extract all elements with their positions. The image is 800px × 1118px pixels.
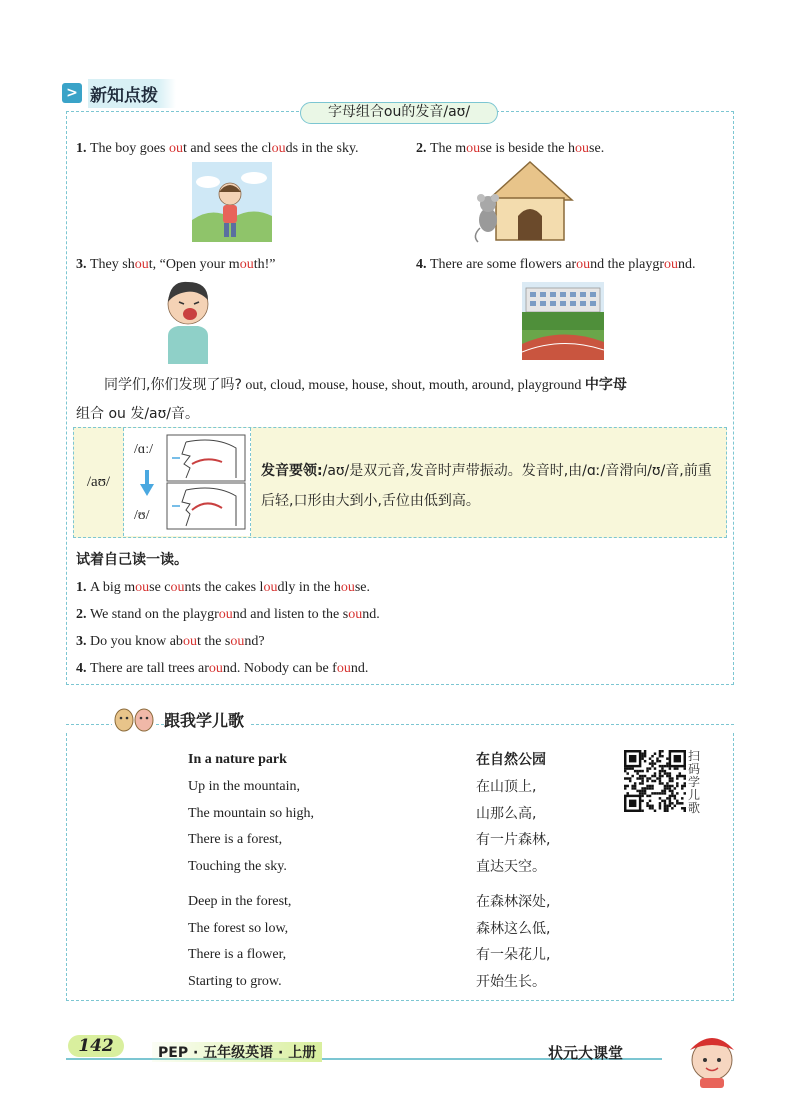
highlighted-letters: ou: [271, 141, 286, 156]
song-line-en: The mountain so high,: [188, 805, 314, 821]
highlighted-letters: ou: [230, 634, 245, 649]
sentence-text: nd and listen to the s: [232, 607, 349, 622]
phonics-tip-text: /aʊ/是双元音,发音时声带振动。发音时,由/ɑː/音滑向/ʊ/音,前重后轻,口形由大到小,舌位由低到高。: [261, 463, 712, 509]
sentence-text: A big m: [90, 580, 136, 595]
phonics-tip: [251, 428, 725, 536]
sentence-text: nts the cakes l: [184, 580, 264, 595]
song-line-cn: 有一片森林,: [476, 832, 551, 848]
arrow-icon: >: [62, 83, 82, 103]
sentence-text: ds in the sky.: [285, 141, 359, 156]
qr-label: 扫码学儿歌: [688, 749, 701, 815]
sentence-text: se.: [589, 141, 605, 156]
mascot-icon: [680, 1028, 744, 1090]
example-sentence: [416, 140, 604, 158]
sentence-text: dly in the h: [277, 580, 341, 595]
mouse-house-illustration: [470, 158, 576, 244]
item-number: 1.: [76, 141, 90, 156]
example-sentence: [76, 256, 275, 274]
sentence-text: They sh: [90, 257, 135, 272]
highlighted-letters: ou: [170, 580, 185, 595]
song-line-cn: 森林这么低,: [476, 920, 551, 937]
highlighted-letters: ou: [239, 257, 254, 272]
sentence-text: se c: [149, 580, 171, 595]
sentence-text: nd?: [244, 634, 265, 649]
brand-name: 状元大课堂: [548, 1044, 624, 1062]
sentence-text: se is beside the h: [480, 141, 576, 156]
highlighted-letters: ou: [208, 661, 223, 676]
song-line-cn: 直达天空。: [476, 858, 546, 875]
example-sentence: [76, 140, 359, 158]
item-number: 4.: [76, 661, 90, 676]
sentence-text: There are some flowers ar: [430, 257, 577, 272]
item-number: 3.: [76, 257, 90, 272]
sentence-text: The m: [430, 141, 467, 156]
discovery-lead: 同学们,你们发现了吗?: [104, 377, 242, 393]
practice-title: 试着自己读一读。: [76, 552, 188, 568]
sentence-text: nd the playgr: [590, 257, 665, 272]
highlighted-letters: ou: [218, 607, 233, 622]
highlighted-letters: ou: [168, 141, 183, 156]
sentence-text: There are tall trees ar: [90, 661, 209, 676]
phonics-table: [73, 427, 727, 538]
phonics-from: /ɑː/: [134, 442, 153, 457]
song-line-en: Deep in the forest,: [188, 894, 292, 909]
song-line-en: Up in the mountain,: [188, 779, 300, 794]
highlighted-letters: ou: [466, 141, 481, 156]
sentence-text: t, “Open your m: [148, 257, 240, 272]
section-header: [62, 80, 176, 106]
item-number: 2.: [76, 607, 90, 622]
highlighted-letters: ou: [182, 634, 197, 649]
practice-sentence: [76, 633, 265, 651]
discovery-words: out, cloud, mouse, house, shout, mouth, around, playground: [245, 378, 582, 393]
highlighted-letters: ou: [336, 661, 351, 676]
item-number: 4.: [416, 257, 430, 272]
highlighted-letters: ou: [575, 141, 590, 156]
mouth-diagram: [166, 434, 246, 530]
discovery-line2: 组合 ou 发/aʊ/音。: [76, 406, 199, 422]
song-line-en: Starting to grow.: [188, 973, 282, 989]
item-number: 2.: [416, 141, 430, 156]
highlighted-letters: ou: [340, 580, 355, 595]
song-title-cn: 在自然公园: [476, 752, 546, 768]
boy-clouds-illustration: [192, 162, 272, 242]
item-number: 1.: [76, 580, 90, 595]
qr-code[interactable]: [624, 750, 686, 812]
song-title-en: In a nature park: [188, 752, 287, 767]
sentence-text: Do you know ab: [90, 634, 183, 649]
highlighted-letters: ou: [134, 257, 149, 272]
song-line-en: There is a forest,: [188, 832, 283, 847]
practice-sentence: [76, 579, 370, 597]
topic-ribbon: 字母组合ou的发音/aʊ/: [300, 102, 498, 124]
peanut-mascot-icon: [112, 705, 156, 733]
song-header: [112, 705, 250, 733]
practice-sentence: [76, 606, 380, 624]
discovery-text: [76, 371, 726, 428]
sentence-text: se.: [354, 580, 370, 595]
highlighted-letters: ou: [576, 257, 591, 272]
song-line-en: There is a flower,: [188, 947, 287, 962]
phonics-tip-label: 发音要领:: [261, 463, 323, 479]
playground-illustration: [522, 282, 604, 360]
song-line-cn: 在森林深处,: [476, 894, 551, 910]
sentence-text: We stand on the playgr: [90, 607, 219, 622]
song-line-en: Touching the sky.: [188, 858, 287, 874]
highlighted-letters: ou: [135, 580, 150, 595]
page-number: 142: [68, 1035, 124, 1057]
sentence-text: t the s: [196, 634, 231, 649]
discovery-mid: 中字母: [584, 377, 627, 393]
phonics-symbol: /aʊ/: [74, 428, 124, 536]
song-line-cn: 山那么高,: [476, 805, 537, 822]
shouting-boy-illustration: [164, 276, 212, 364]
book-title: PEP · 五年级英语 · 上册: [152, 1042, 322, 1062]
highlighted-letters: ou: [664, 257, 679, 272]
highlighted-letters: ou: [263, 580, 278, 595]
song-line-cn: 有一朵花儿,: [476, 947, 551, 963]
sentence-text: nd. Nobody can be f: [222, 661, 337, 676]
mouth-diagram-cell: [124, 428, 251, 536]
example-sentence: [416, 256, 696, 274]
phonics-to: /ʊ/: [134, 508, 150, 523]
song-section-title: 跟我学儿歌: [164, 708, 250, 731]
sentence-text: th!”: [253, 257, 276, 272]
song-line-en: The forest so low,: [188, 920, 289, 936]
sentence-text: nd.: [362, 607, 380, 622]
arrow-down-icon: [140, 470, 154, 496]
practice-sentence: [76, 660, 368, 678]
highlighted-letters: ou: [348, 607, 363, 622]
section-title: 新知点拨: [88, 79, 176, 108]
sentence-text: The boy goes: [90, 141, 169, 156]
sentence-text: nd.: [678, 257, 696, 272]
sentence-text: t and sees the cl: [182, 141, 272, 156]
item-number: 3.: [76, 634, 90, 649]
song-line-cn: 在山顶上,: [476, 779, 537, 795]
sentence-text: nd.: [350, 661, 369, 676]
song-line-cn: 开始生长。: [476, 973, 546, 990]
